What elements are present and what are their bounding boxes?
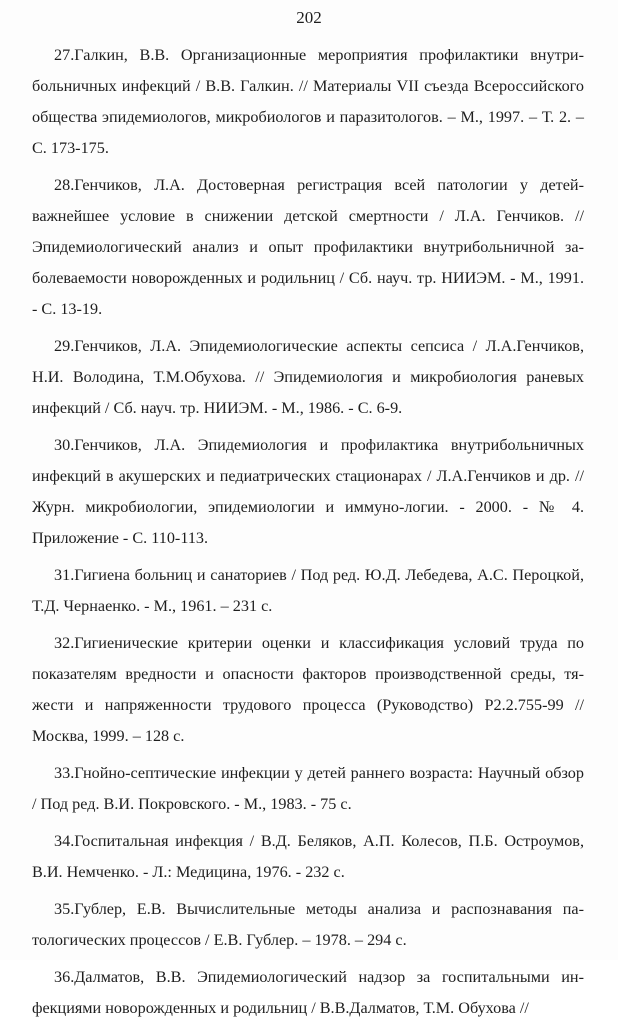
reference-entry-33: 33.Гнойно-септические инфекции у детей раннего возраста: Научный обзор / Под ред. В.И. Покровского. - М., 1983. - 75 с.: [32, 764, 584, 813]
reference-entry-36: 36.Далматов, В.В. Эпидемиологический надзор за госпитальными инфекциями новорожденных и родильниц / В.В.Далматов, Т.М. Обухова //: [32, 968, 584, 1017]
reference-entry-30: 30.Генчиков, Л.А. Эпидемиология и профилактика внутрибольничных инфекций в акушерских и педиатрических стационарах / Л.А.Генчиков и др. // Журн. микробиологии, эпидемиологии и иммуно-логии. - 2000. - № 4. Приложение - С. 110-113.: [32, 436, 584, 547]
reference-entry-31: 31.Гигиена больниц и санаториев / Под ред. Ю.Д. Лебедева, А.С. Пероцкой, Т.Д. Чернаенко. - М., 1961. – 231 с.: [32, 566, 584, 615]
reference-entry-35: 35.Гублер, Е.В. Вычислительные методы анализа и распознавания патологических процессов / Е.В. Гублер. – 1978. – 294 с.: [32, 900, 584, 949]
reference-entry-27: 27.Галкин, В.В. Организационные мероприятия профилактики внутрибольничных инфекций / В.В. Галкин. // Материалы VII съезда Всероссийского общества эпидемиологов, микробиологов и паразитологов. – М., 1997. – Т. 2. – С. 173-175.: [32, 46, 584, 157]
page-number: 202: [296, 8, 322, 27]
reference-entry-34: 34.Госпитальная инфекция / В.Д. Беляков, А.П. Колесов, П.Б. Остроумов, В.И. Немченко. - Л.: Медицина, 1976. - 232 с.: [32, 832, 584, 881]
reference-entry-32: 32.Гигиенические критерии оценки и классификация условий труда по показателям вредности и опасности факторов производственной среды, тяжести и напряженности трудового процесса (Руководство) Р2.2.755-99 // Москва, 1999. – 128 с.: [32, 634, 584, 745]
reference-list: [32, 40, 584, 1030]
reference-entry-29: 29.Генчиков, Л.А. Эпидемиологические аспекты сепсиса / Л.А.Генчиков, Н.И. Володина, Т.М.Обухова. // Эпидемиология и микробиология раневых инфекций / Сб. науч. тр. НИИЭМ. - М., 1986. - С. 6-9.: [32, 337, 584, 417]
reference-entry-28: 28.Генчиков, Л.А. Достоверная регистрация всей патологии у детей-важнейшее условие в снижении детской смертности / Л.А. Генчиков. // Эпидемиологический анализ и опыт профилактики внутрибольничной заболеваемости новорожденных и родильниц / Сб. науч. тр. НИИЭМ. - М., 1991. - С. 13-19.: [32, 176, 584, 318]
